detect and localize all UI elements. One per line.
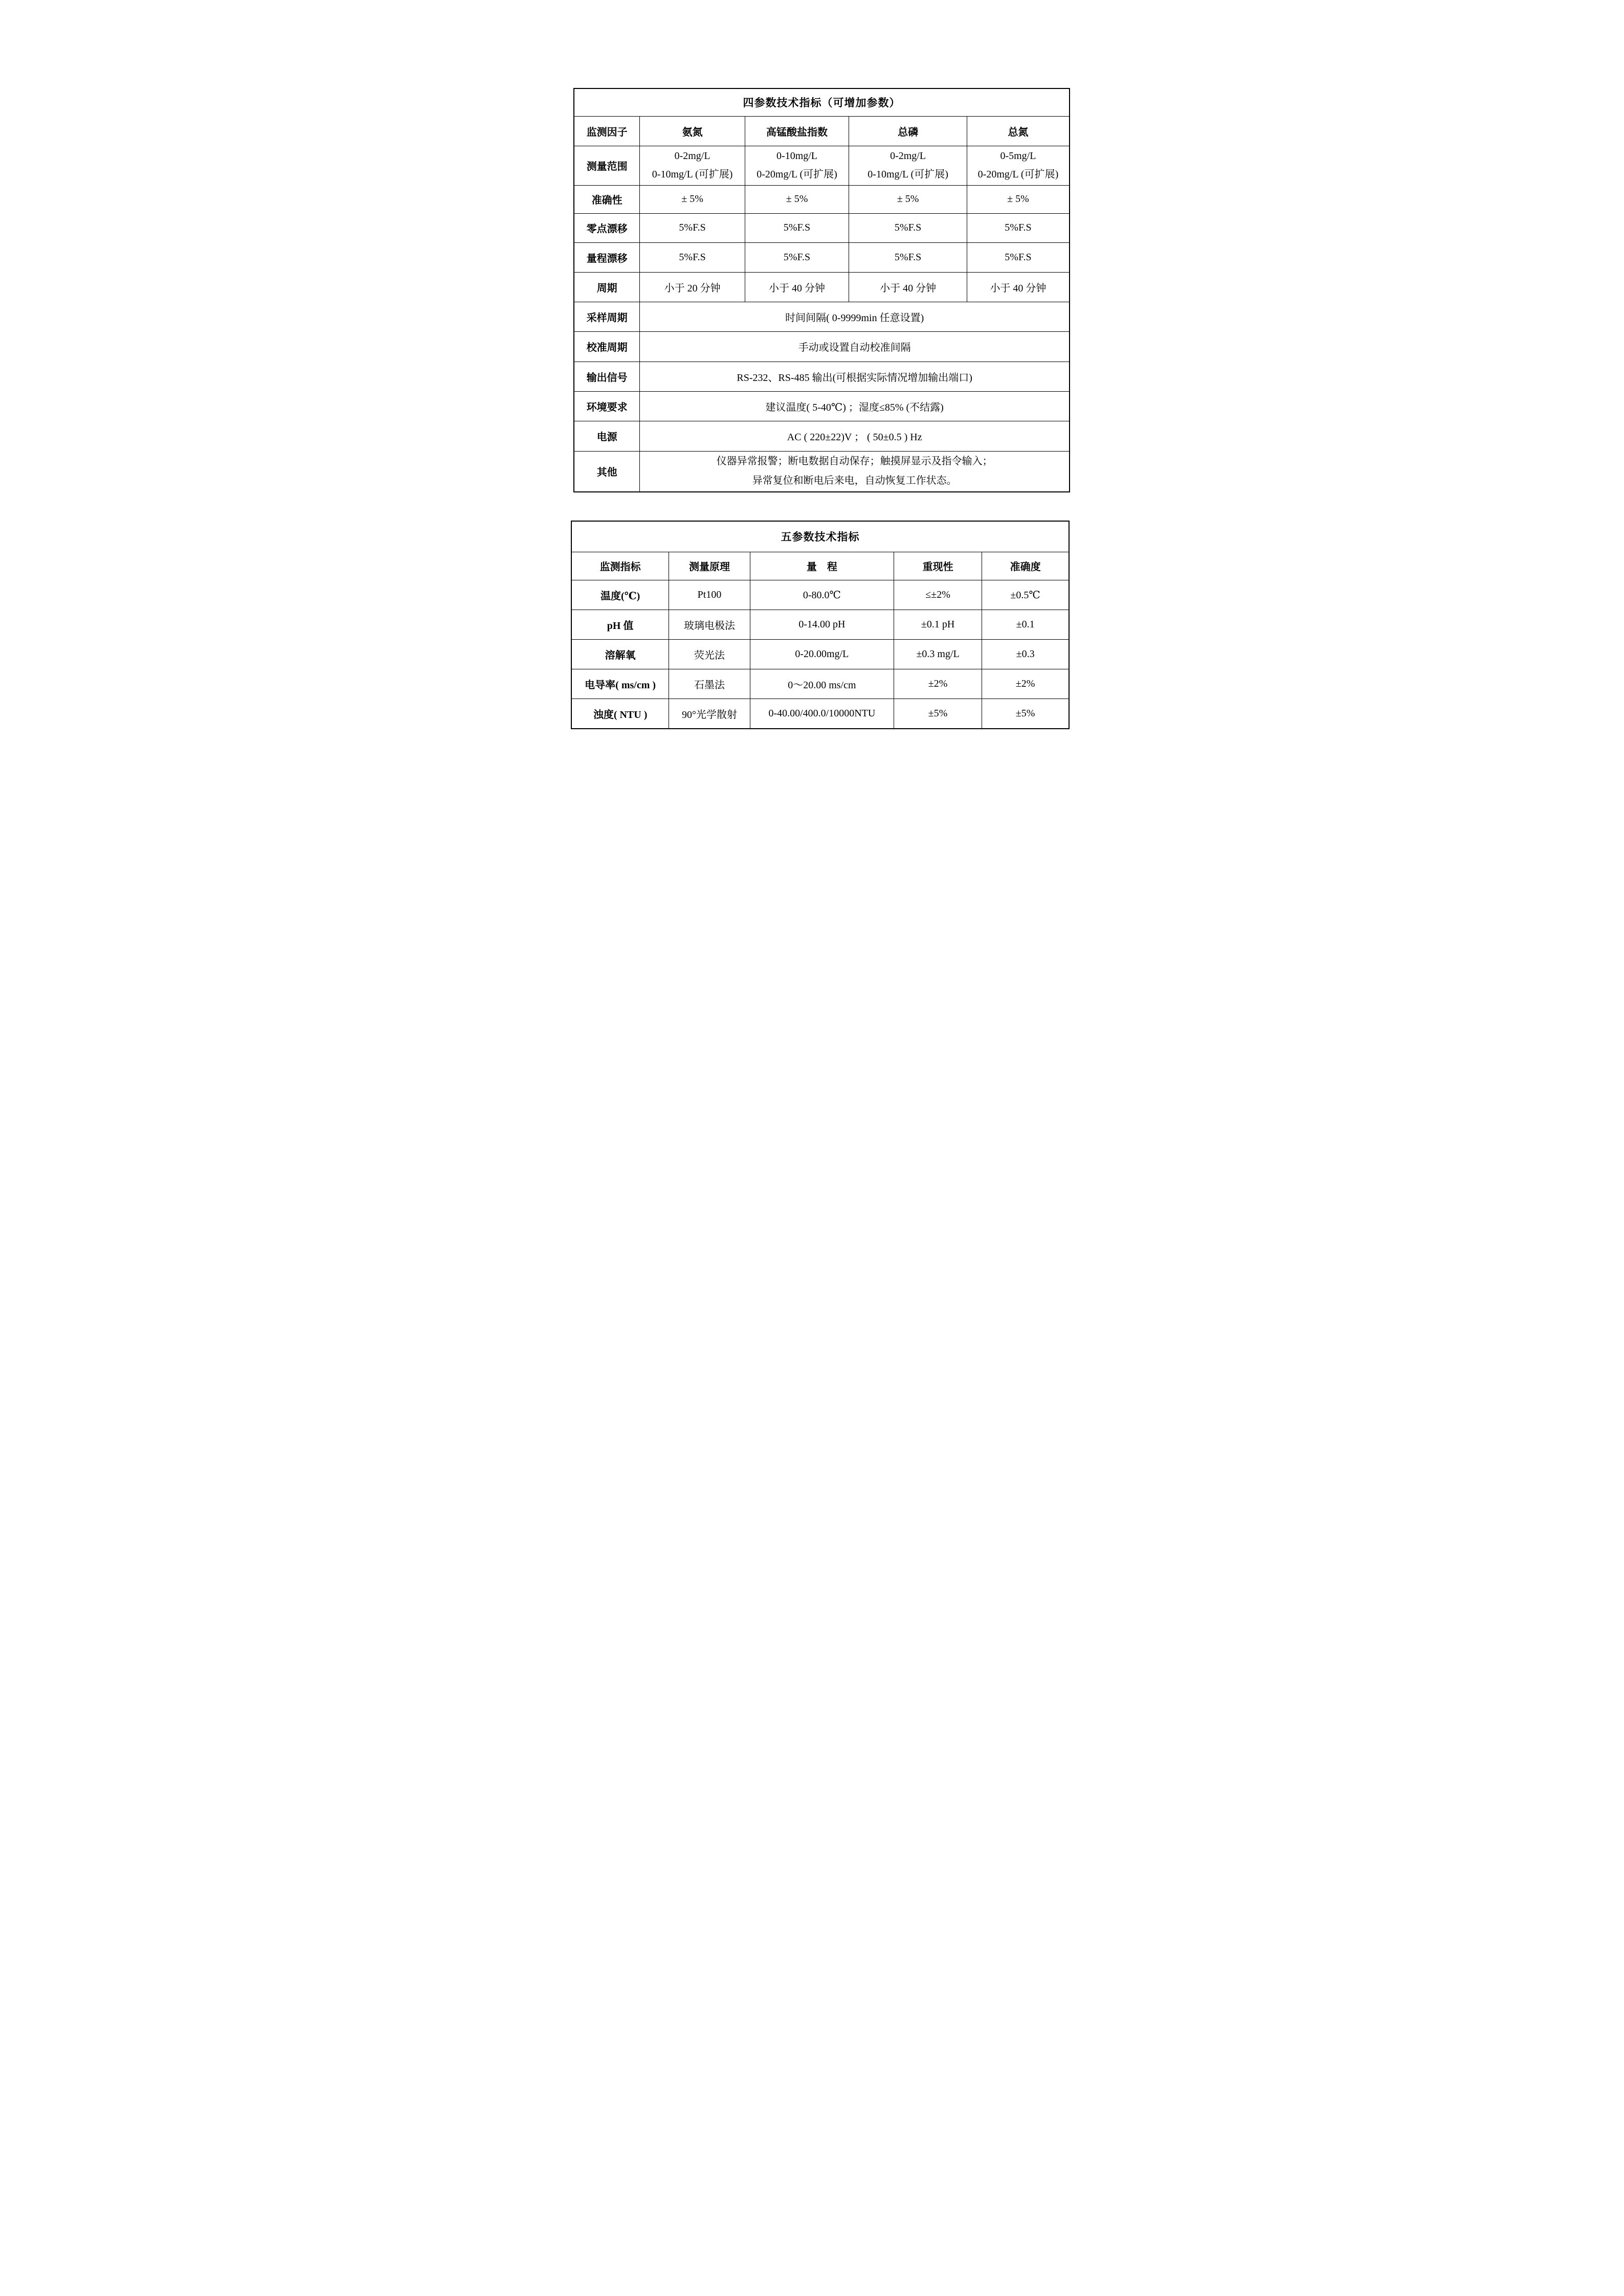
cell: 小于 40 分钟 (967, 272, 1070, 302)
row-label: 监测因子 (574, 116, 640, 146)
range-line1: 0-2mg/L (674, 150, 710, 162)
cell: 建议温度( 5-40℃) ；湿度≤85% (不结露) (640, 391, 1070, 421)
column-header: 监测指标 (571, 552, 669, 580)
cell: 0-80.0℃ (750, 580, 894, 610)
cell: 0-14.00 pH (750, 610, 894, 639)
other-line1: 仪器异常报警；断电数据自动保存；触摸屏显示及指令输入； (716, 456, 993, 467)
table2-title: 五参数技术指标 (571, 521, 1069, 552)
cell: RS-232、RS-485 输出(可根据实际情况增加输出端口) (640, 362, 1070, 391)
four-param-table (573, 88, 1070, 492)
row-label: 零点漂移 (574, 213, 640, 242)
row-label: 采样周期 (574, 302, 640, 331)
row-label: 测量范围 (574, 146, 640, 185)
row-label: 温度(℃) (571, 580, 669, 610)
cell: 荧光法 (669, 639, 750, 669)
range-line1: 0-5mg/L (1000, 150, 1036, 162)
table-row (571, 639, 1069, 669)
document-page (525, 0, 1099, 812)
cell: 5%F.S (745, 242, 849, 272)
row-label: 电导率( ms/cm ) (571, 669, 669, 699)
column-header: 准确度 (982, 552, 1069, 580)
row-label: pH 值 (571, 610, 669, 639)
column-header: 重现性 (894, 552, 982, 580)
range-line2: 0-10mg/L (可扩展) (652, 169, 733, 180)
table-row (574, 272, 1070, 302)
table2-title-row (571, 521, 1069, 552)
cell: 0～20.00 ms/cm (750, 669, 894, 699)
five-param-table (571, 521, 1070, 729)
column-header: 总磷 (849, 116, 967, 146)
row-label: 校准周期 (574, 331, 640, 362)
table-row (571, 580, 1069, 610)
range-line1: 0-2mg/L (890, 150, 926, 162)
cell (640, 146, 745, 185)
cell: 5%F.S (640, 213, 745, 242)
column-header: 测量原理 (669, 552, 750, 580)
column-header: 量 程 (750, 552, 894, 580)
table-row (571, 610, 1069, 639)
table-row (574, 213, 1070, 242)
cell: ±0.3 (982, 639, 1069, 669)
table-row (574, 302, 1070, 331)
cell: 小于 20 分钟 (640, 272, 745, 302)
table-row (574, 391, 1070, 421)
row-label: 准确性 (574, 185, 640, 213)
cell: 5%F.S (745, 213, 849, 242)
range-line1: 0-10mg/L (776, 150, 818, 162)
cell: 小于 40 分钟 (849, 272, 967, 302)
cell: ±0.1 pH (894, 610, 982, 639)
cell: Pt100 (669, 580, 750, 610)
cell: ±2% (894, 669, 982, 699)
cell: 5%F.S (849, 242, 967, 272)
cell: ± 5% (849, 185, 967, 213)
cell: 时间间隔( 0-9999min 任意设置) (640, 302, 1070, 331)
row-label: 溶解氧 (571, 639, 669, 669)
cell: ± 5% (967, 185, 1070, 213)
cell: 5%F.S (640, 242, 745, 272)
cell: 玻璃电极法 (669, 610, 750, 639)
cell: 5%F.S (967, 213, 1070, 242)
range-line2: 0-10mg/L (可扩展) (867, 169, 948, 180)
cell: ±0.3 mg/L (894, 639, 982, 669)
cell: AC ( 220±22)V ； ( 50±0.5 ) Hz (640, 421, 1070, 451)
row-label: 量程漂移 (574, 242, 640, 272)
table-row (571, 669, 1069, 699)
table-row (574, 185, 1070, 213)
cell: 5%F.S (849, 213, 967, 242)
cell: ±5% (982, 699, 1069, 729)
column-header: 总氮 (967, 116, 1070, 146)
cell: 5%F.S (967, 242, 1070, 272)
table1-header-row (574, 116, 1070, 146)
row-label: 浊度( NTU ) (571, 699, 669, 729)
cell: ≤±2% (894, 580, 982, 610)
cell: 0-40.00/400.0/10000NTU (750, 699, 894, 729)
cell: ±5% (894, 699, 982, 729)
row-label: 电源 (574, 421, 640, 451)
cell: ± 5% (745, 185, 849, 213)
table1-title-row (574, 88, 1070, 116)
table-row (574, 242, 1070, 272)
cell: 小于 40 分钟 (745, 272, 849, 302)
column-header: 高锰酸盐指数 (745, 116, 849, 146)
cell: ± 5% (640, 185, 745, 213)
row-label: 周期 (574, 272, 640, 302)
table-row (571, 699, 1069, 729)
cell: 0-20.00mg/L (750, 639, 894, 669)
cell: ±2% (982, 669, 1069, 699)
row-label: 其他 (574, 451, 640, 492)
table2-header-row (571, 552, 1069, 580)
range-line2: 0-20mg/L (可扩展) (757, 169, 837, 180)
cell (640, 451, 1070, 492)
cell (967, 146, 1070, 185)
table-row (574, 451, 1070, 492)
table-row (574, 362, 1070, 391)
range-line2: 0-20mg/L (可扩展) (977, 169, 1059, 180)
column-header: 氨氮 (640, 116, 745, 146)
table1-title: 四参数技术指标（可增加参数） (574, 88, 1070, 116)
cell: ±0.5℃ (982, 580, 1069, 610)
cell (745, 146, 849, 185)
cell: 手动或设置自动校准间隔 (640, 331, 1070, 362)
cell: ±0.1 (982, 610, 1069, 639)
cell (849, 146, 967, 185)
row-label: 输出信号 (574, 362, 640, 391)
table-row (574, 146, 1070, 185)
row-label: 环境要求 (574, 391, 640, 421)
table-row (574, 421, 1070, 451)
table-row (574, 331, 1070, 362)
other-line2: 异常复位和断电后来电，自动恢复工作状态。 (752, 475, 957, 487)
cell: 90°光学散射 (669, 699, 750, 729)
cell: 石墨法 (669, 669, 750, 699)
